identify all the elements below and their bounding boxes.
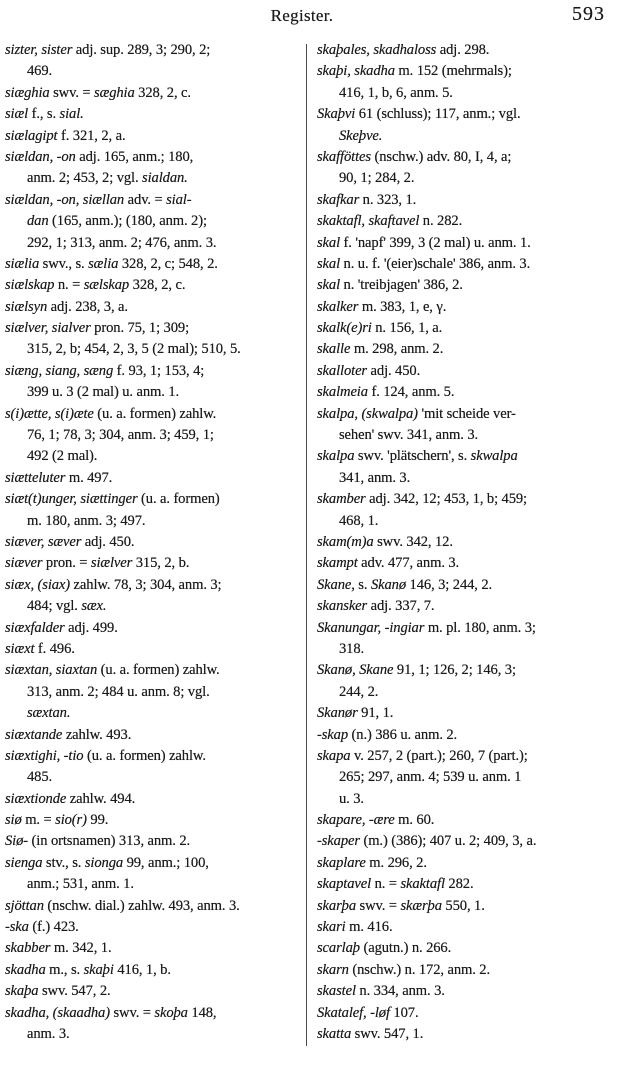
dictionary-entry xyxy=(317,1024,617,1045)
dictionary-entry xyxy=(5,468,302,489)
dictionary-entry xyxy=(5,981,302,1002)
entry-line: -skaper (m.) (386); 407 u. 2; 409, 3, a. xyxy=(317,833,537,850)
dictionary-entry xyxy=(317,40,617,61)
dictionary-entry xyxy=(317,553,617,574)
entry-line: skalle m. 298, anm. 2. xyxy=(317,341,444,358)
entry-line: skamber adj. 342, 12; 453, 1, b; 459; xyxy=(317,491,527,508)
dictionary-entry xyxy=(5,361,302,404)
entry-line: u. 3. xyxy=(339,790,364,807)
dictionary-entry xyxy=(317,489,617,532)
dictionary-entry xyxy=(317,746,617,810)
text-body xyxy=(0,40,621,1070)
entry-line: skalloter adj. 450. xyxy=(317,362,421,379)
entry-line: skafkar n. 323, 1. xyxy=(317,191,417,208)
entry-line: sjöttan (nschw. dial.) zahlw. 493, anm. 3. xyxy=(5,897,240,914)
dictionary-entry xyxy=(317,725,617,746)
dictionary-entry xyxy=(317,190,617,211)
dictionary-entry xyxy=(317,575,617,596)
dictionary-entry xyxy=(5,917,302,938)
entry-line: Skaþvi 61 (schluss); 117, anm.; vgl. xyxy=(317,106,521,123)
dictionary-entry xyxy=(5,618,302,639)
entry-line: skal n. u. f. '(eier)schale' 386, anm. 3. xyxy=(317,255,531,272)
entry-line: 416, 1, b, 6, anm. 5. xyxy=(339,84,453,101)
dictionary-entry xyxy=(5,147,302,190)
dictionary-entry xyxy=(317,874,617,895)
entry-line: 244, 2. xyxy=(339,683,379,700)
dictionary-entry xyxy=(5,318,302,361)
entry-line: 399 u. 3 (2 mal) u. anm. 1. xyxy=(27,384,179,401)
dictionary-entry xyxy=(317,61,617,104)
entry-line: Skanø, Skane 91, 1; 126, 2; 146, 3; xyxy=(317,662,516,679)
entry-line: skatta swv. 547, 1. xyxy=(317,1025,424,1042)
entry-line: m. 180, anm. 3; 497. xyxy=(27,512,146,529)
entry-line: skarn (nschw.) n. 172, anm. 2. xyxy=(317,961,490,978)
entry-line: skal f. 'napf' 399, 3 (2 mal) u. anm. 1. xyxy=(317,234,531,251)
entry-line: skal n. 'treibjagen' 386, 2. xyxy=(317,277,463,294)
entry-line: siælagipt f. 321, 2, a. xyxy=(5,127,126,144)
entry-line: anm.; 531, anm. 1. xyxy=(27,876,134,893)
entry-line: 313, anm. 2; 484 u. anm. 8; vgl. xyxy=(27,683,210,700)
entry-line: skaktafl, skaftavel n. 282. xyxy=(317,213,463,230)
dictionary-entry xyxy=(317,618,617,661)
dictionary-entry xyxy=(5,1003,302,1046)
entry-line: siældan, -on adj. 165, anm.; 180, xyxy=(5,148,194,165)
dictionary-entry xyxy=(317,404,617,447)
dictionary-entry xyxy=(317,981,617,1002)
entry-line: skampt adv. 477, anm. 3. xyxy=(317,555,460,572)
entry-line: siæxtighi, -tio (u. a. formen) zahlw. xyxy=(5,747,206,764)
dictionary-entry xyxy=(317,660,617,703)
entry-line: 484; vgl. sæx. xyxy=(27,598,107,615)
entry-line: 318. xyxy=(339,640,365,657)
entry-line: siæt(t)unger, siættinger (u. a. formen) xyxy=(5,491,220,508)
entry-line: siælskap n. = sælskap 328, 2, c. xyxy=(5,277,186,294)
column-divider xyxy=(306,44,307,1046)
dictionary-entry xyxy=(5,126,302,147)
entry-line: Siø- (in ortsnamen) 313, anm. 2. xyxy=(5,833,191,850)
entry-line: 292, 1; 313, anm. 2; 476, anm. 3. xyxy=(27,234,217,251)
dictionary-entry xyxy=(317,596,617,617)
entry-line: skapare, -ære m. 60. xyxy=(317,812,435,829)
dictionary-entry xyxy=(5,896,302,917)
entry-line: skabber m. 342, 1. xyxy=(5,940,112,957)
entry-line: -skap (n.) 386 u. anm. 2. xyxy=(317,726,458,743)
dictionary-entry xyxy=(317,1003,617,1024)
dictionary-entry xyxy=(317,831,617,852)
dictionary-entry xyxy=(317,254,617,275)
right-column xyxy=(317,40,617,1052)
entry-line: Skeþve. xyxy=(339,127,383,144)
entry-line: siælia swv., s. sælia 328, 2, c; 548, 2. xyxy=(5,255,218,272)
entry-line: anm. 2; 453, 2; vgl. sialdan. xyxy=(27,170,188,187)
dictionary-entry xyxy=(5,553,302,574)
entry-line: anm. 3. xyxy=(27,1025,70,1042)
running-head: Register. xyxy=(270,6,334,25)
dictionary-entry xyxy=(317,853,617,874)
entry-line: 469. xyxy=(27,63,53,80)
dictionary-entry xyxy=(317,104,617,147)
entry-line: skalk(e)ri n. 156, 1, a. xyxy=(317,320,443,337)
dictionary-entry xyxy=(5,489,302,532)
entry-line: skalpa swv. 'plätschern', s. skwalpa xyxy=(317,448,518,465)
dictionary-entry xyxy=(5,853,302,896)
entry-line: dan (165, anm.); (180, anm. 2); xyxy=(27,213,207,230)
dictionary-entry xyxy=(317,917,617,938)
dictionary-entry xyxy=(5,190,302,254)
entry-line: skafföttes (nschw.) adv. 80, I, 4, a; xyxy=(317,148,512,165)
entry-line: skalpa, (skwalpa) 'mit scheide ver- xyxy=(317,405,516,422)
entry-line: siø m. = sio(r) 99. xyxy=(5,812,109,829)
dictionary-entry xyxy=(5,810,302,831)
dictionary-entry xyxy=(5,83,302,104)
entry-line: 341, anm. 3. xyxy=(339,469,411,486)
entry-line: skadha m., s. skaþi 416, 1, b. xyxy=(5,961,171,978)
dictionary-entry xyxy=(317,297,617,318)
dictionary-entry xyxy=(5,404,302,468)
entry-line: skaptavel n. = skaktafl 282. xyxy=(317,876,474,893)
entry-line: scarlaþ (agutn.) n. 266. xyxy=(317,940,452,957)
dictionary-entry xyxy=(317,938,617,959)
dictionary-entry xyxy=(5,104,302,125)
dictionary-entry xyxy=(317,810,617,831)
dictionary-entry xyxy=(5,938,302,959)
entry-line: skarþa swv. = skærþa 550, 1. xyxy=(317,897,485,914)
entry-line: 485. xyxy=(27,769,53,786)
entry-line: 76, 1; 78, 3; 304, anm. 3; 459, 1; xyxy=(27,427,214,444)
entry-line: skaþi, skadha m. 152 (mehrmals); xyxy=(317,63,512,80)
entry-line: 492 (2 mal). xyxy=(27,448,98,465)
dictionary-entry xyxy=(5,831,302,852)
entry-line: siæver pron. = siælver 315, 2, b. xyxy=(5,555,190,572)
dictionary-entry xyxy=(317,318,617,339)
dictionary-entry xyxy=(5,960,302,981)
dictionary-entry xyxy=(317,147,617,190)
entry-line: siæxt f. 496. xyxy=(5,640,75,657)
dictionary-entry xyxy=(317,382,617,403)
page-number: 593 xyxy=(572,3,605,25)
entry-line: skaplare m. 296, 2. xyxy=(317,854,427,871)
dictionary-entry xyxy=(5,297,302,318)
entry-line: -ska (f.) 423. xyxy=(5,919,79,936)
dictionary-entry xyxy=(317,703,617,724)
entry-line: siælsyn adj. 238, 3, a. xyxy=(5,298,128,315)
entry-line: Skane, s. Skanø 146, 3; 244, 2. xyxy=(317,576,493,593)
dictionary-entry xyxy=(317,211,617,232)
entry-line: siæx, (siax) zahlw. 78, 3; 304, anm. 3; xyxy=(5,576,222,593)
entry-line: skadha, (skaadha) swv. = skoþa 148, xyxy=(5,1004,217,1021)
entry-line: siætteluter m. 497. xyxy=(5,469,113,486)
dictionary-entry xyxy=(5,639,302,660)
entry-line: siældan, -on, siællan adv. = sial- xyxy=(5,191,192,208)
dictionary-entry xyxy=(317,960,617,981)
entry-line: sæxtan. xyxy=(27,705,71,722)
entry-line: skastel n. 334, anm. 3. xyxy=(317,983,445,1000)
page-header xyxy=(0,0,621,34)
dictionary-entry xyxy=(5,532,302,553)
dictionary-entry xyxy=(5,725,302,746)
entry-line: siæxtande zahlw. 493. xyxy=(5,726,132,743)
entry-line: 468, 1. xyxy=(339,512,379,529)
entry-line: skaþales, skadhaloss adj. 298. xyxy=(317,42,490,58)
dictionary-entry xyxy=(317,532,617,553)
dictionary-entry xyxy=(5,660,302,724)
entry-line: skapa v. 257, 2 (part.); 260, 7 (part.); xyxy=(317,747,528,764)
entry-line: sizter, sister adj. sup. 289, 3; 290, 2; xyxy=(5,42,211,58)
entry-line: Skanungar, -ingiar m. pl. 180, anm. 3; xyxy=(317,619,536,636)
entry-line: siæl f., s. sial. xyxy=(5,106,84,123)
entry-line: skaþa swv. 547, 2. xyxy=(5,983,111,1000)
dictionary-entry xyxy=(317,275,617,296)
entry-line: siæxfalder adj. 499. xyxy=(5,619,118,636)
entry-line: siæng, siang, sæng f. 93, 1; 153, 4; xyxy=(5,362,205,379)
entry-line: s(i)ætte, s(i)æte (u. a. formen) zahlw. xyxy=(5,405,217,422)
entry-line: skansker adj. 337, 7. xyxy=(317,598,435,615)
dictionary-entry xyxy=(5,254,302,275)
dictionary-entry xyxy=(317,361,617,382)
dictionary-entry xyxy=(317,339,617,360)
dictionary-entry xyxy=(317,233,617,254)
entry-line: 90, 1; 284, 2. xyxy=(339,170,415,187)
entry-line: siæxtan, siaxtan (u. a. formen) zahlw. xyxy=(5,662,220,679)
dictionary-entry xyxy=(5,789,302,810)
dictionary-entry xyxy=(317,446,617,489)
entry-line: sienga stv., s. sionga 99, anm.; 100, xyxy=(5,854,209,871)
entry-line: skam(m)a swv. 342, 12. xyxy=(317,533,453,550)
dictionary-entry xyxy=(5,575,302,618)
entry-line: Skanør 91, 1. xyxy=(317,705,394,722)
dictionary-entry xyxy=(5,275,302,296)
entry-line: sehen' swv. 341, anm. 3. xyxy=(339,427,479,444)
entry-line: 265; 297, anm. 4; 539 u. anm. 1 xyxy=(339,769,522,786)
dictionary-entry xyxy=(5,40,302,83)
entry-line: siælver, sialver pron. 75, 1; 309; xyxy=(5,320,190,337)
entry-line: skari m. 416. xyxy=(317,919,393,936)
left-column xyxy=(5,40,302,1052)
entry-line: 315, 2, b; 454, 2, 3, 5 (2 mal); 510, 5. xyxy=(27,341,241,358)
entry-line: siæghia swv. = sæghia 328, 2, c. xyxy=(5,84,191,101)
entry-line: siæxtionde zahlw. 494. xyxy=(5,790,136,807)
entry-line: siæver, sæver adj. 450. xyxy=(5,533,135,550)
dictionary-entry xyxy=(317,896,617,917)
dictionary-entry xyxy=(5,746,302,789)
entry-line: Skatalef, -løf 107. xyxy=(317,1004,419,1021)
entry-line: skalmeia f. 124, anm. 5. xyxy=(317,384,455,401)
entry-line: skalker m. 383, 1, e, γ. xyxy=(317,298,447,315)
